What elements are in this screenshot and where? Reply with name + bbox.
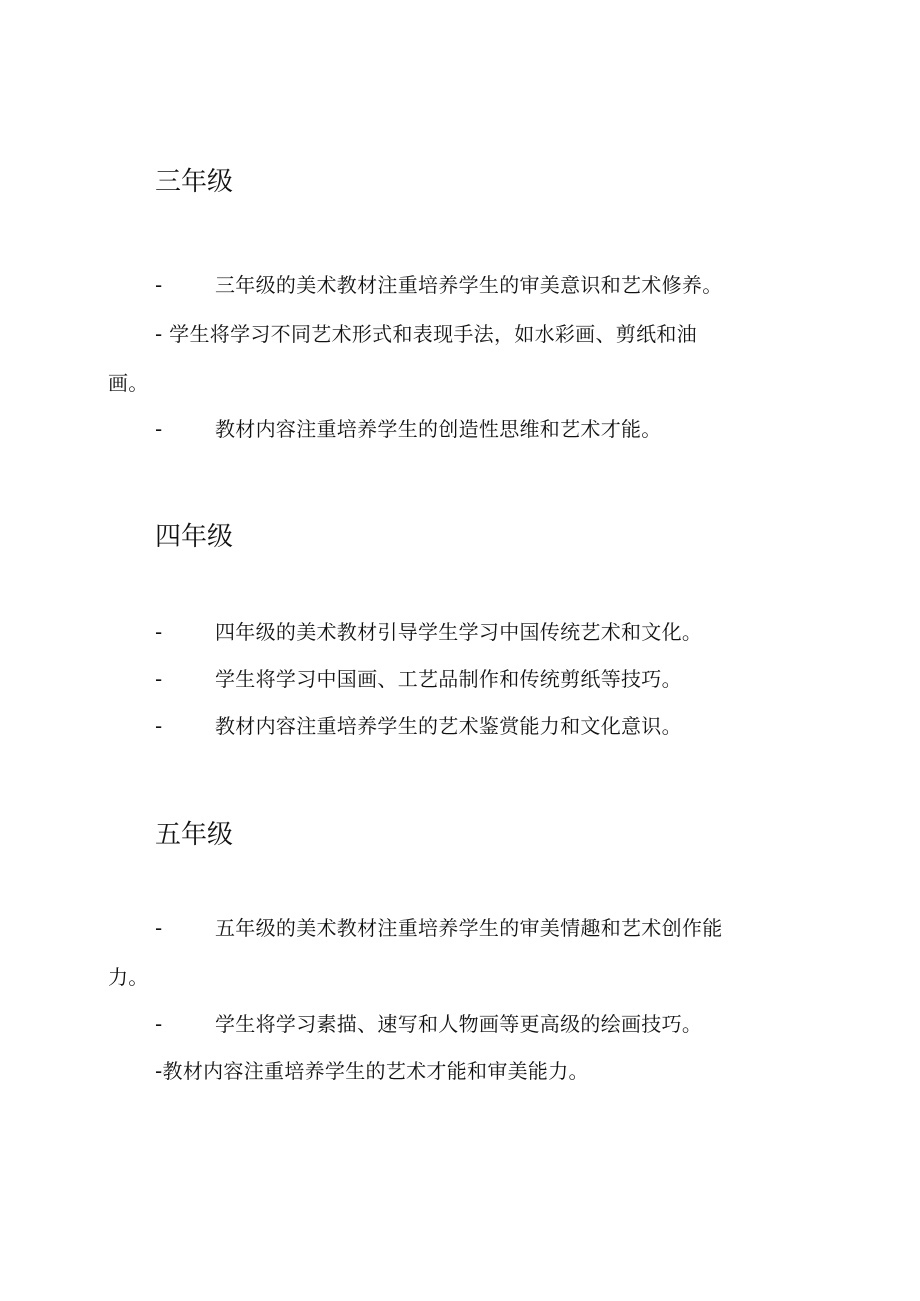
bullet-text: 五年级的美术教材注重培养学生的审美情趣和艺术创作能	[215, 916, 723, 940]
bullet-text: 三年级的美术教材注重培养学生的审美意识和艺术修养。	[215, 273, 723, 297]
bullet-text: 四年级的美术教材引导学生学习中国传统艺术和文化。	[215, 620, 703, 644]
bullet-dash: -	[155, 273, 163, 297]
bullet-text: 学生将学习中国画、工艺品制作和传统剪纸等技巧。	[215, 667, 682, 691]
section-heading-grade-4: 四年级	[155, 522, 234, 552]
bullet-dash: -	[155, 417, 163, 441]
bullet-text: 教材内容注重培养学生的创造性思维和艺术才能。	[215, 417, 662, 441]
bullet-dash: -	[155, 714, 163, 738]
bullet-dash: -	[155, 667, 163, 691]
bullet-text-continuation: 画。	[108, 371, 149, 395]
bullet-dash: -	[155, 620, 163, 644]
bullet-dash: -	[155, 916, 163, 940]
section-heading-grade-5: 五年级	[155, 820, 234, 850]
section-heading-grade-3: 三年级	[155, 167, 234, 197]
bullet-text: -教材内容注重培养学生的艺术才能和审美能力。	[155, 1059, 589, 1083]
bullet-dash: -	[155, 1012, 163, 1036]
bullet-text: 学生将学习素描、速写和人物画等更高级的绘画技巧。	[215, 1012, 703, 1036]
bullet-text: - 学生将学习不同艺术形式和表现手法，如水彩画、剪纸和油	[155, 322, 697, 346]
bullet-text-continuation: 力。	[108, 965, 149, 989]
bullet-text: 教材内容注重培养学生的艺术鉴赏能力和文化意识。	[215, 714, 682, 738]
